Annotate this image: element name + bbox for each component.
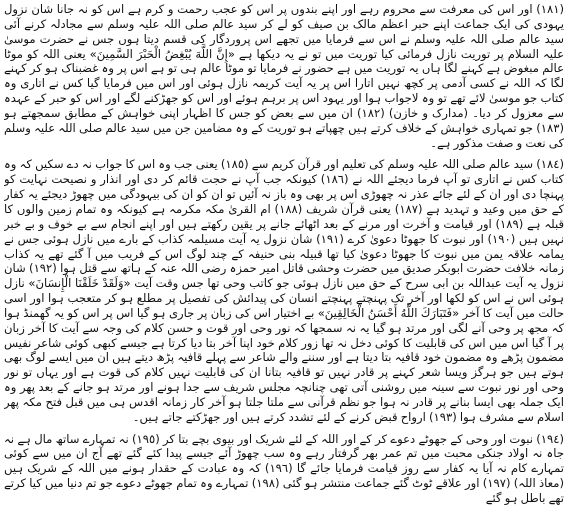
paragraph-gap — [4, 150, 564, 157]
paragraph-gap — [4, 425, 564, 432]
tafsir-page — [4, 2, 564, 518]
commentary-paragraph-3: (١٩٤) نبوت اور وحی کے جھوٹے دعوے کر کے اور اللہ کے لئے شریک اور بیوی بچے بتا کر (١٩٥) نہ تمہارے ساتھ مال ہے نہ جاہ نہ اولاد جنکی محبت میں تم عمر بھر گرفتار رہے وہ سب چھوڑ آئے جیسے پیدا کئے گئے تھے آج ان میں سے کوئی تمہارے کام نہ آیا یہ کفار سے روز قیامت فرمایا جائے گا (١٩٦) کہ وہ عبادت کے حقدار ہونے میں اللہ کے شریک ہیں (معاذ اللہ) (١٩٧) اور علاقے ٹوٹ گئے جماعت منتشر ہو گئی (١٩٨) تمہارے وہ تمام جھوٹے دعوے جو تم دنیا میں کیا کرتے تھے باطل ہو گئے — [4, 431, 564, 505]
commentary-paragraph-1: (١٨١) اور اس کی معرفت سے محروم رہے اور اپنے بندوں پر اس کو عجب رحمت و کرم ہے اس کو نہ جانا شان نزول یہودی کی ایک جماعت اپنے حبر اعظم مالک بن صیف کو لے کر سید عالم صلی اللہ علیہ وسلم سے مجادلہ کرنے آئی سید عالم صلی اللہ علیہ وسلم نے اس سے فرمایا میں تجھے اس پروردگار کی قسم دیتا ہوں جس نے حضرت موسیٰ علیہ السلام پر توریت نازل فرمائی کیا توریت میں تو نے یہ دیکھا ہے «إِنَّ اللَّهَ يُبْغِضُ الْحَبْرَ السَّمِينَ» یعنی اللہ کو موٹا عالم مبغوض ہے کہنے لگا ہاں یہ توریت میں ہے حضور نے فرمایا تو موٹا عالم ہی تو ہے اس پر وہ غضبناک ہو کر کہنے لگا کہ اللہ نے کسی آدمی پر کچھ نہیں اتارا اس پر یہ آیت کریمہ نازل ہوئی اور اس میں فرمایا گیا کس نے اتاری وہ کتاب جو موسیٰ لائے تھے تو وہ لاجواب ہوا اور یہود اس پر برہم ہوئے اور اس کو جھڑکنے لگے اور اس کو حبر کے عہدہ سے معزول کر دیا۔ (مدارک و خازن) (١٨٢) ان میں سے بعض کو جس کا اظہار اپنی خواہش کے مطابق سمجھتے ہو (١٨٣) جو تمہاری خواہش کے خلاف کرتے ہیں چھپاتے ہو توریت کے وہ مضامین جن میں سید عالم صلی اللہ علیہ وسلم کی نعت و صفت مذکور ہے۔ — [4, 2, 564, 150]
commentary-paragraph-2: (١٨٤) سید عالم صلی اللہ علیہ وسلم کی تعلیم اور قرآن کریم سے (١٨٥) یعنی جب وہ اس کا جواب نہ دے سکیں کہ وہ کتاب کس نے اتاری تو آپ فرما دیجئے اللہ نے (١٨٦) کیونکہ جب آپ نے حجت قائم کر دی اور انذار و نصیحت نہایت کو پہنچا دی اور ان کے لئے جائے عذر نہ چھوڑی اس پر بھی وہ باز نہ آئیں تو ان کو ان کی بیہودگی میں چھوڑ دیجئے یہ کفار کے حق میں وعید و تہدید ہے (١٨٧) یعنی قرآن شریف (١٨٨) ام القریٰ مکہ مکرمہ ہے کیونکہ وہ تمام زمین والوں کا قبلہ ہے (١٨٩) اور قیامت و آخرت اور مرنے کے بعد اٹھائے جانے پر یقین رکھتے ہیں اور اپنے انجام سے بے خوف و بے خبر نہیں ہیں (١٩٠) اور نبوت کا جھوٹا دعویٰ کرے (١٩١) شان نزول یہ آیت مسیلمہ کذاب کے بارے میں نازل ہوئی جس نے یمامہ علاقہ یمن میں نبوت کا جھوٹا دعویٰ کیا تھا قبیلہ بنی حنیفہ کے چند لوگ اس کے فریب میں آ گئے تھے یہ کذاب زمانہ خلافت حضرت ابوبکر صدیق میں حضرت وحشی قاتل امیر حمزہ رضی اللہ عنہ کے ہاتھ سے قتل ہوا (١٩٢) شان نزول یہ آیت عبداللہ بن ابی سرح کے حق میں نازل ہوئی جو کاتب وحی تھا جس وقت آیت «وَلَقَدْ خَلَقْنَا الْإِنسَانَ» نازل ہوئی اس نے اس کو لکھا اور آخر تک پہنچتے پہنچتے انسان کی پیدائش کی تفصیل پر مطلع ہو کر متعجب ہوا اور اسی حالت میں آیت کا آخر «فَتَبَارَكَ اللَّهُ أَحْسَنُ الْخَالِقِينَ» بے اختیار اس کی زبان پر جاری ہو گیا اس پر اس کو یہ گھمنڈ ہوا کہ مجھ پر وحی آنے لگی اور مرتد ہو گیا یہ نہ سمجھا کہ نور وحی اور قوت و حسن کلام کی وجہ سے آیت کا آخر زبان پر آ گیا اس میں اس کی قابلیت کا کوئی دخل نہ تھا زور کلام خود اپنا آخر بتا دیا کرتا ہے جیسے کبھی کوئی شاعر نفیس مضمون پڑھے وہ مضمون خود قافیہ بتا دیتا ہے اور سننے والے شاعر سے پہلے قافیہ پڑھ دیتے ہیں ان میں ایسے لوگ بھی ہوتے ہیں جو ہرگز ویسا شعر کہنے پر قادر نہیں تو قافیہ بتانا ان کی قابلیت نہیں کلام کی قوت ہے اور یہاں تو نور وحی اور نور نبوت سے سینہ میں روشنی آتی تھی چنانچہ مجلس شریف سے جدا ہونے اور مرتد ہو جانے کے بعد پھر وہ ایک جملہ بھی ایسا بنانے پر قادر نہ ہوا جو نظم قرآنی سے ملتا جلتا ہو آخر کار زمانہ اقدس ہی میں قبل فتح مکہ پھر اسلام سے مشرف ہوا (١٩٣) ارواح قبض کرنے کے لئے تشدد کرتے ہیں اور جھڑکتے جاتے ہیں۔ — [4, 157, 564, 424]
